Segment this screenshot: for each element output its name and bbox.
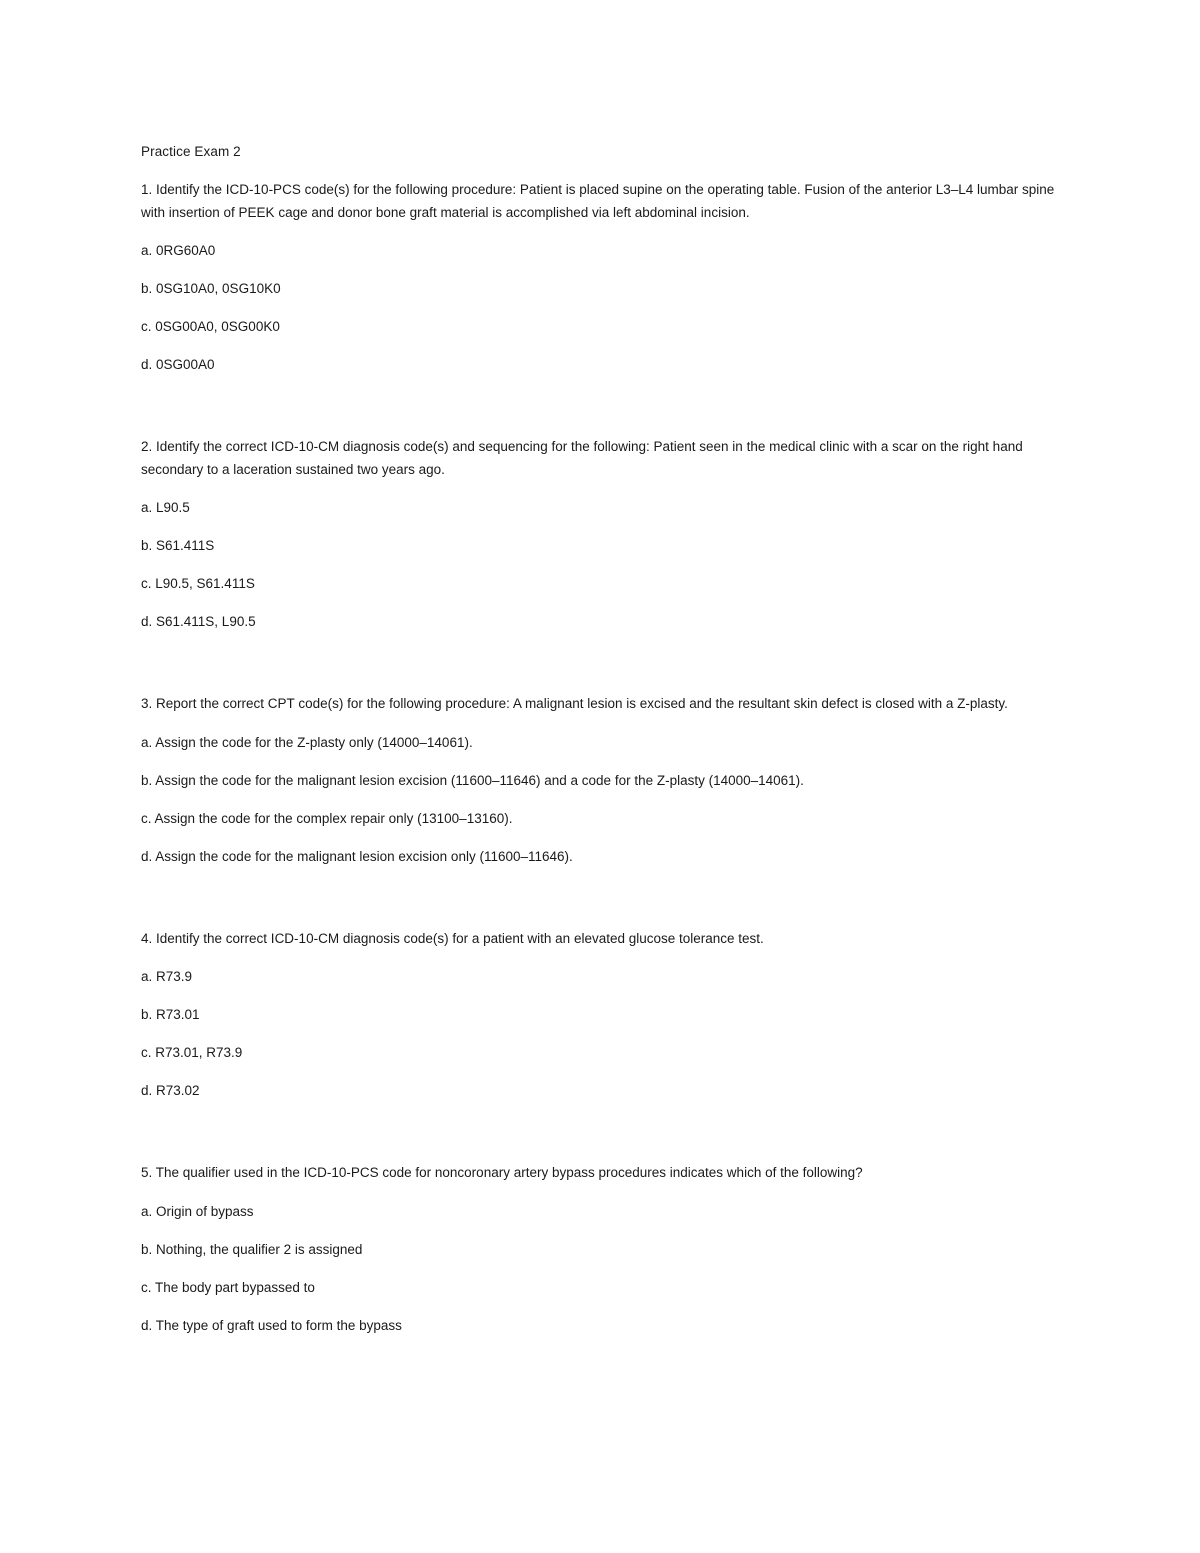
answer-option: c. Assign the code for the complex repair only (13100–13160). xyxy=(141,810,513,826)
answer-option: c. 0SG00A0, 0SG00K0 xyxy=(141,319,280,334)
answer-option: b. Nothing, the qualifier 2 is assigned xyxy=(141,1241,363,1257)
question-text: 2. Identify the correct ICD-10-CM diagnosis code(s) and sequencing for the following: Patient seen in the medical clinic with a scar on the right hand secondary to a laceration sustained two years ago. xyxy=(141,439,1023,477)
question-text: 5. The qualifier used in the ICD-10-PCS code for noncoronary artery bypass procedures indicates which of the following? xyxy=(141,1165,863,1180)
question-text: 1. Identify the ICD-10-PCS code(s) for the following procedure: Patient is placed supine on the operating table. Fusion of the anterior L3–L4 lumbar spine with insertion of PEEK cage and donor bone graft material is accomplished via left abdominal incision. xyxy=(141,182,1055,220)
document-title: Practice Exam 2 xyxy=(141,144,241,159)
question-1 xyxy=(141,179,1061,376)
answer-option: b. Assign the code for the malignant lesion excision (11600–11646) and a code for the Z-plasty (14000–14061). xyxy=(141,772,804,788)
question-text: 4. Identify the correct ICD-10-CM diagnosis code(s) for a patient with an elevated glucose tolerance test. xyxy=(141,930,764,946)
answer-option: a. Origin of bypass xyxy=(141,1203,254,1219)
answer-option: a. L90.5 xyxy=(141,500,190,515)
answer-option: c. The body part bypassed to xyxy=(141,1279,315,1295)
question-3 xyxy=(141,693,1061,868)
question-4 xyxy=(141,928,1061,1103)
answer-option: b. S61.411S xyxy=(141,538,215,553)
question-5 xyxy=(141,1162,1061,1337)
answer-option: a. R73.9 xyxy=(141,969,193,984)
answer-option: c. R73.01, R73.9 xyxy=(141,1045,243,1060)
answer-option: d. Assign the code for the malignant lesion excision only (11600–11646). xyxy=(141,848,573,864)
document-page xyxy=(141,141,1061,1337)
answer-option: d. S61.411S, L90.5 xyxy=(141,614,256,629)
answer-option: a. Assign the code for the Z-plasty only (14000–14061). xyxy=(141,734,473,750)
answer-option: b. R73.01 xyxy=(141,1007,200,1022)
question-2 xyxy=(141,436,1061,633)
answer-option: d. 0SG00A0 xyxy=(141,357,215,372)
answer-option: c. L90.5, S61.411S xyxy=(141,576,255,591)
answer-option: d. R73.02 xyxy=(141,1083,200,1098)
answer-option: b. 0SG10A0, 0SG10K0 xyxy=(141,281,281,296)
question-text: 3. Report the correct CPT code(s) for the following procedure: A malignant lesion is excised and the resultant skin defect is closed with a Z-plasty. xyxy=(141,696,1008,711)
answer-option: a. 0RG60A0 xyxy=(141,243,216,258)
answer-option: d. The type of graft used to form the bypass xyxy=(141,1317,402,1333)
